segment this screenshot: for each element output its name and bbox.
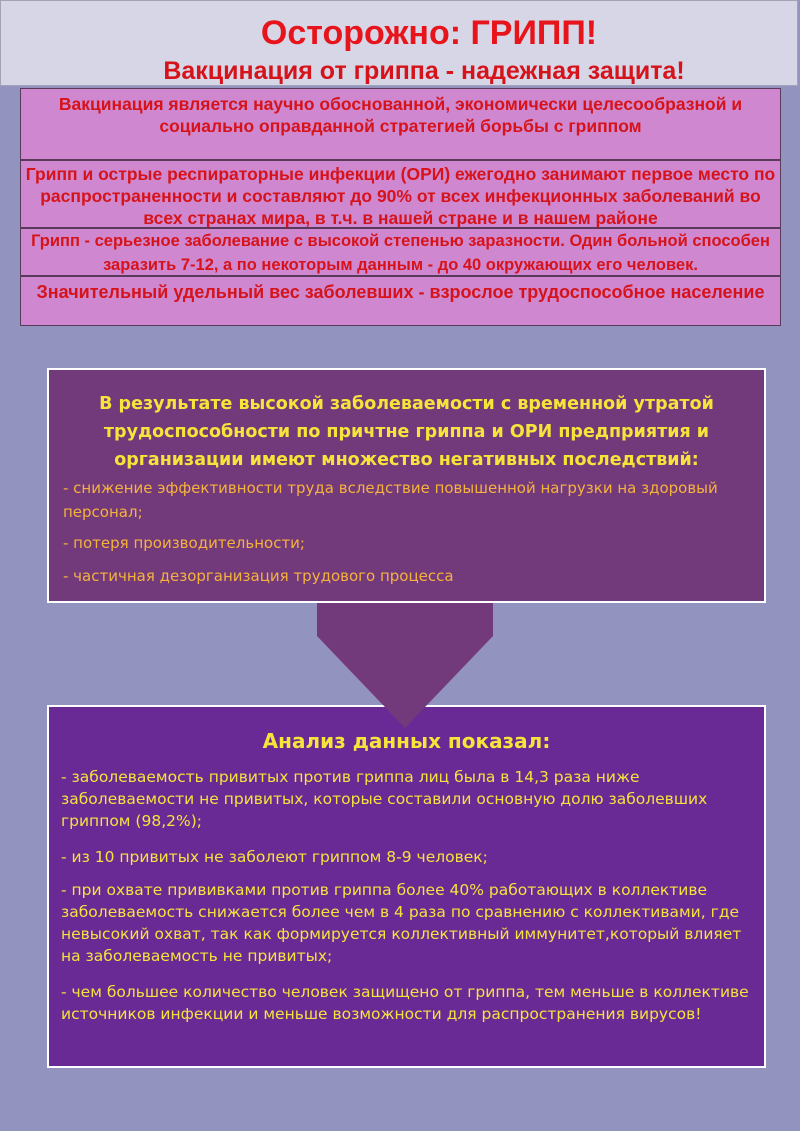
arrow-down-icon xyxy=(317,603,493,636)
consequences-box xyxy=(47,368,766,603)
fact-box-prevalence: Грипп и острые респираторные инфекции (ОРИ) ежегодно занимают первое место по распространенности и составляют до 90% от всех инфекционных заболеваний во всех странах мира, в т.ч. в нашей стране и в нашем районе xyxy=(20,160,781,228)
page-subtitle: Вакцинация от гриппа - надежная защита! xyxy=(163,57,685,85)
header-banner xyxy=(0,0,798,86)
analysis-item: - заболеваемость привитых против гриппа лиц была в 14,3 раза ниже заболеваемости не привитых, которые составили основную долю заболевших гриппом (98,2%); xyxy=(61,768,708,830)
arrow-head-icon xyxy=(317,636,493,728)
consequences-heading: В результате высокой заболеваемости с временной утратой трудоспособности по причтне гриппа и ОРИ предприятия и организации имеют множество негативных последствий: xyxy=(99,394,714,470)
fact-box-contagiousness: Грипп - серьезное заболевание с высокой степенью заразности. Один больной способен заразить 7-12, а по некоторым данным - до 40 окружающих его человек. xyxy=(20,228,781,276)
analysis-box xyxy=(47,705,766,1068)
fact-box-vaccination: Вакцинация является научно обоснованной, экономически целесообразной и социально оправданной стратегией борьбы с гриппом xyxy=(20,88,781,160)
consequence-item: - снижение эффективности труда вследствие повышенной нагрузки на здоровый персонал; xyxy=(63,479,718,521)
fact-box-working-population: Значительный удельный вес заболевших - взрослое трудоспособное население xyxy=(20,276,781,326)
analysis-item: - из 10 привитых не заболеют гриппом 8-9 человек; xyxy=(61,848,488,866)
consequence-item: - потеря производительности; xyxy=(63,534,305,552)
analysis-item: - при охвате прививками против гриппа более 40% работающих в коллективе заболеваемость снижается более чем в 4 раза по сравнению с коллективами, где невысокий охват, так как формируется коллективный иммунитет,который влияет на заболеваемость не привитых; xyxy=(61,881,742,965)
page-title: Осторожно: ГРИПП! xyxy=(260,14,598,52)
analysis-item: - чем большее количество человек защищено от гриппа, тем меньше в коллективе источников инфекции и меньше возможности для распространения вирусов! xyxy=(61,983,749,1023)
consequence-item: - частичная дезорганизация трудового процесса xyxy=(63,567,454,585)
analysis-heading: Анализ данных показал: xyxy=(262,729,551,753)
